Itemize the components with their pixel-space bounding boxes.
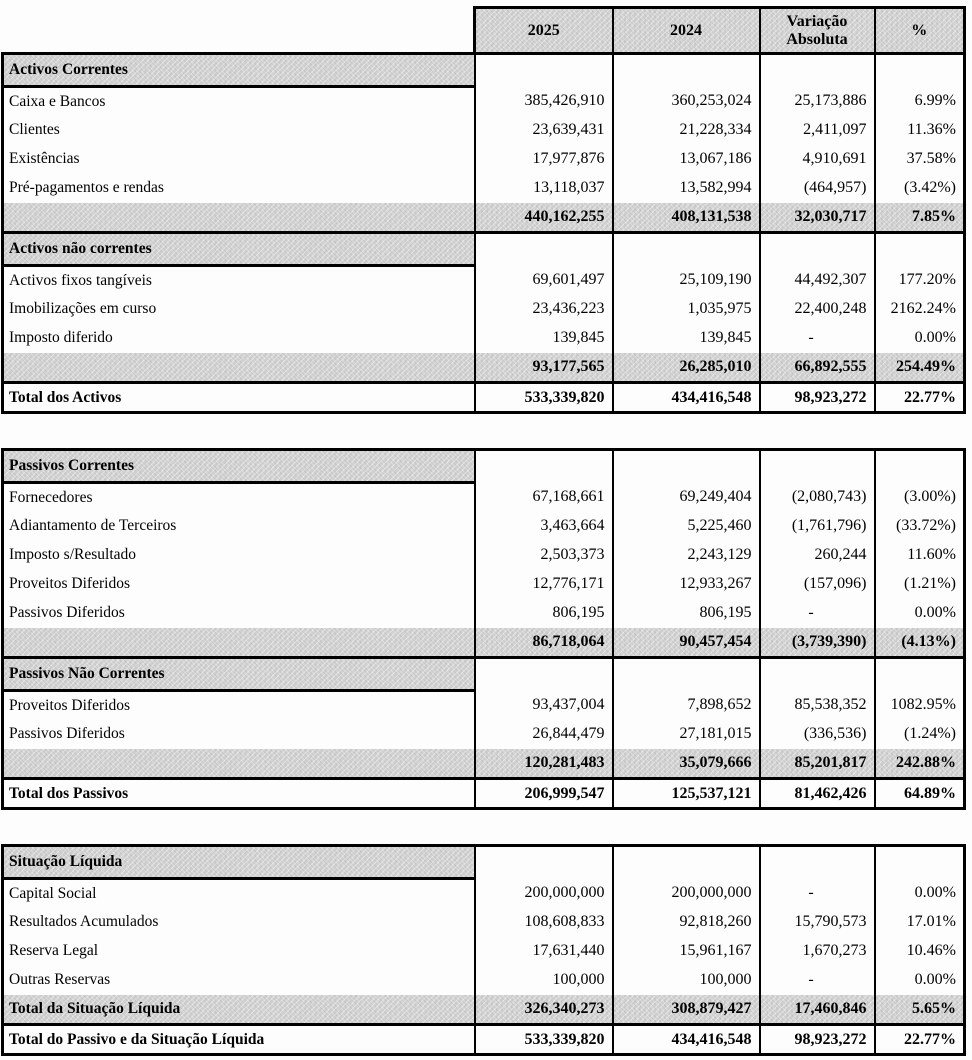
cell-2024: 100,000 [613, 966, 760, 995]
data-row [3, 720, 965, 749]
cell-variation: (2,080,743) [760, 483, 875, 512]
cell-2024: 27,181,015 [613, 720, 760, 749]
cell-variation: 85,201,817 [760, 749, 875, 779]
cell-variation [760, 846, 875, 879]
subtotal-row [3, 203, 965, 233]
total-row [3, 1025, 965, 1055]
cell-percent: 0.00% [875, 324, 965, 353]
data-row [3, 937, 965, 966]
cell-2024: 15,961,167 [613, 937, 760, 966]
cell-variation: 32,030,717 [760, 203, 875, 233]
cell-2025: 67,168,661 [475, 483, 613, 512]
cell-percent: (33.72%) [875, 512, 965, 541]
row-label [3, 749, 475, 779]
section-header-row [3, 54, 965, 87]
cell-2024 [613, 450, 760, 483]
data-row [3, 116, 965, 145]
data-row [3, 174, 965, 203]
cell-2025: 206,999,547 [475, 779, 613, 809]
cell-percent: (3.42%) [875, 174, 965, 203]
row-label: Total dos Passivos [3, 779, 475, 809]
cell-2025: 23,436,223 [475, 295, 613, 324]
cell-2025 [475, 450, 613, 483]
data-row [3, 266, 965, 295]
cell-percent [875, 658, 965, 691]
cell-2025: 533,339,820 [475, 383, 613, 413]
row-label: Fornecedores [3, 483, 475, 512]
row-label: Imobilizações em curso [3, 295, 475, 324]
cell-variation: (3,739,390) [760, 628, 875, 658]
cell-2024: 360,253,024 [613, 87, 760, 116]
cell-2024: 408,131,538 [613, 203, 760, 233]
cell-variation: - [760, 966, 875, 995]
col-header-2024: 2024 [613, 8, 760, 54]
cell-2024 [613, 233, 760, 266]
cell-variation: (336,536) [760, 720, 875, 749]
cell-variation: 66,892,555 [760, 353, 875, 383]
cell-variation: 15,790,573 [760, 908, 875, 937]
data-row [3, 570, 965, 599]
cell-2025 [475, 846, 613, 879]
cell-percent: 0.00% [875, 879, 965, 908]
cell-2024: 5,225,460 [613, 512, 760, 541]
section-header-row [3, 846, 965, 879]
cell-variation: 4,910,691 [760, 145, 875, 174]
cell-percent: 11.36% [875, 116, 965, 145]
cell-percent: 2162.24% [875, 295, 965, 324]
cell-percent [875, 846, 965, 879]
cell-2025: 86,718,064 [475, 628, 613, 658]
row-label: Imposto s/Resultado [3, 541, 475, 570]
cell-variation: - [760, 599, 875, 628]
cell-percent: 6.99% [875, 87, 965, 116]
row-label: Adiantamento de Terceiros [3, 512, 475, 541]
cell-2024 [613, 846, 760, 879]
row-label: Activos Correntes [3, 54, 475, 87]
cell-variation: 22,400,248 [760, 295, 875, 324]
cell-variation: 1,670,273 [760, 937, 875, 966]
cell-2024: 308,879,427 [613, 995, 760, 1025]
cell-variation: (464,957) [760, 174, 875, 203]
total-row [3, 383, 965, 413]
subtotal-row [3, 353, 965, 383]
cell-2024: 125,537,121 [613, 779, 760, 809]
data-row [3, 599, 965, 628]
cell-variation: - [760, 879, 875, 908]
cell-2025: 100,000 [475, 966, 613, 995]
cell-percent: 22.77% [875, 1025, 965, 1055]
cell-percent: (1.24%) [875, 720, 965, 749]
cell-2025: 3,463,664 [475, 512, 613, 541]
data-row [3, 512, 965, 541]
row-label: Passivos Não Correntes [3, 658, 475, 691]
row-label: Outras Reservas [3, 966, 475, 995]
row-label [3, 628, 475, 658]
row-label: Caixa e Bancos [3, 87, 475, 116]
cell-2025: 12,776,171 [475, 570, 613, 599]
cell-2024: 2,243,129 [613, 541, 760, 570]
cell-2025: 806,195 [475, 599, 613, 628]
row-label: Existências [3, 145, 475, 174]
cell-2024: 90,457,454 [613, 628, 760, 658]
data-row [3, 483, 965, 512]
cell-2024 [613, 54, 760, 87]
cell-percent: 37.58% [875, 145, 965, 174]
cell-percent: 177.20% [875, 266, 965, 295]
section-header-row [3, 233, 965, 266]
cell-percent: 7.85% [875, 203, 965, 233]
cell-percent: 64.89% [875, 779, 965, 809]
spacer-row [3, 413, 965, 450]
cell-percent: 254.49% [875, 353, 965, 383]
cell-2025: 200,000,000 [475, 879, 613, 908]
cell-variation: 44,492,307 [760, 266, 875, 295]
spacer-cell [3, 413, 965, 450]
cell-percent [875, 233, 965, 266]
cell-2025: 93,177,565 [475, 353, 613, 383]
cell-variation: 85,538,352 [760, 691, 875, 720]
row-label: Passivos Correntes [3, 450, 475, 483]
row-label: Pré-pagamentos e rendas [3, 174, 475, 203]
cell-variation: 81,462,426 [760, 779, 875, 809]
row-label: Total do Passivo e da Situação Líquida [3, 1025, 475, 1055]
cell-2024: 69,249,404 [613, 483, 760, 512]
cell-2024: 92,818,260 [613, 908, 760, 937]
row-label: Total da Situação Líquida [3, 995, 475, 1025]
balance-sheet-table [1, 6, 966, 1056]
cell-percent [875, 54, 965, 87]
cell-variation: (157,096) [760, 570, 875, 599]
cell-variation: 98,923,272 [760, 383, 875, 413]
cell-2025: 23,639,431 [475, 116, 613, 145]
cell-2025: 17,977,876 [475, 145, 613, 174]
row-label: Clientes [3, 116, 475, 145]
cell-2025: 26,844,479 [475, 720, 613, 749]
cell-percent: 22.77% [875, 383, 965, 413]
cell-2025 [475, 233, 613, 266]
cell-2024: 13,582,994 [613, 174, 760, 203]
cell-2024: 25,109,190 [613, 266, 760, 295]
cell-variation [760, 54, 875, 87]
row-label: Activos fixos tangíveis [3, 266, 475, 295]
cell-variation: 260,244 [760, 541, 875, 570]
cell-2024: 35,079,666 [613, 749, 760, 779]
cell-percent: 0.00% [875, 966, 965, 995]
cell-2025: 120,281,483 [475, 749, 613, 779]
cell-2025: 139,845 [475, 324, 613, 353]
cell-variation [760, 658, 875, 691]
data-row [3, 541, 965, 570]
cell-2025 [475, 54, 613, 87]
cell-2025: 533,339,820 [475, 1025, 613, 1055]
cell-2024: 1,035,975 [613, 295, 760, 324]
cell-percent: (1.21%) [875, 570, 965, 599]
row-label [3, 353, 475, 383]
cell-2025: 17,631,440 [475, 937, 613, 966]
cell-variation: 25,173,886 [760, 87, 875, 116]
cell-2025 [475, 658, 613, 691]
spacer-row [3, 809, 965, 846]
cell-2025: 385,426,910 [475, 87, 613, 116]
subtotal-row [3, 749, 965, 779]
row-label: Resultados Acumulados [3, 908, 475, 937]
col-header-variacao-absoluta: Variação Absoluta [760, 8, 875, 54]
cell-2024: 12,933,267 [613, 570, 760, 599]
cell-percent: 0.00% [875, 599, 965, 628]
data-row [3, 966, 965, 995]
data-row [3, 879, 965, 908]
row-label: Reserva Legal [3, 937, 475, 966]
data-row [3, 295, 965, 324]
row-label: Capital Social [3, 879, 475, 908]
cell-variation: (1,761,796) [760, 512, 875, 541]
data-row [3, 145, 965, 174]
cell-2025: 13,118,037 [475, 174, 613, 203]
cell-percent: (3.00%) [875, 483, 965, 512]
cell-2025: 440,162,255 [475, 203, 613, 233]
row-label: Proveitos Diferidos [3, 570, 475, 599]
cell-2025: 69,601,497 [475, 266, 613, 295]
data-row [3, 691, 965, 720]
cell-2024: 21,228,334 [613, 116, 760, 145]
row-label [3, 203, 475, 233]
cell-2024: 139,845 [613, 324, 760, 353]
spacer-cell [3, 809, 965, 846]
data-row [3, 324, 965, 353]
subtotal-row [3, 628, 965, 658]
cell-2024: 806,195 [613, 599, 760, 628]
cell-2024 [613, 658, 760, 691]
cell-2024: 7,898,652 [613, 691, 760, 720]
cell-percent: 17.01% [875, 908, 965, 937]
cell-2024: 434,416,548 [613, 383, 760, 413]
cell-percent: 242.88% [875, 749, 965, 779]
row-label: Situação Líquida [3, 846, 475, 879]
cell-variation [760, 233, 875, 266]
cell-percent: (4.13%) [875, 628, 965, 658]
section-header-row [3, 450, 965, 483]
cell-percent: 5.65% [875, 995, 965, 1025]
row-label: Passivos Diferidos [3, 720, 475, 749]
cell-2025: 93,437,004 [475, 691, 613, 720]
row-label: Passivos Diferidos [3, 599, 475, 628]
row-label: Total dos Activos [3, 383, 475, 413]
cell-variation: 98,923,272 [760, 1025, 875, 1055]
row-label: Imposto diferido [3, 324, 475, 353]
cell-percent: 11.60% [875, 541, 965, 570]
cell-2025: 108,608,833 [475, 908, 613, 937]
cell-percent: 10.46% [875, 937, 965, 966]
col-header-2025: 2025 [475, 8, 613, 54]
cell-2025: 326,340,273 [475, 995, 613, 1025]
cell-2024: 13,067,186 [613, 145, 760, 174]
subtotal-row [3, 995, 965, 1025]
table-body [3, 54, 965, 1055]
data-row [3, 87, 965, 116]
data-row [3, 908, 965, 937]
cell-percent: 1082.95% [875, 691, 965, 720]
cell-variation [760, 450, 875, 483]
cell-variation: 17,460,846 [760, 995, 875, 1025]
cell-percent [875, 450, 965, 483]
col-header-percent: % [875, 8, 965, 54]
section-header-row [3, 658, 965, 691]
cell-2024: 434,416,548 [613, 1025, 760, 1055]
column-header-row [3, 8, 965, 54]
cell-2025: 2,503,373 [475, 541, 613, 570]
total-row [3, 779, 965, 809]
cell-variation: 2,411,097 [760, 116, 875, 145]
row-label: Proveitos Diferidos [3, 691, 475, 720]
cell-2024: 26,285,010 [613, 353, 760, 383]
corner-empty-cell [3, 8, 475, 54]
row-label: Activos não correntes [3, 233, 475, 266]
cell-2024: 200,000,000 [613, 879, 760, 908]
cell-variation: - [760, 324, 875, 353]
